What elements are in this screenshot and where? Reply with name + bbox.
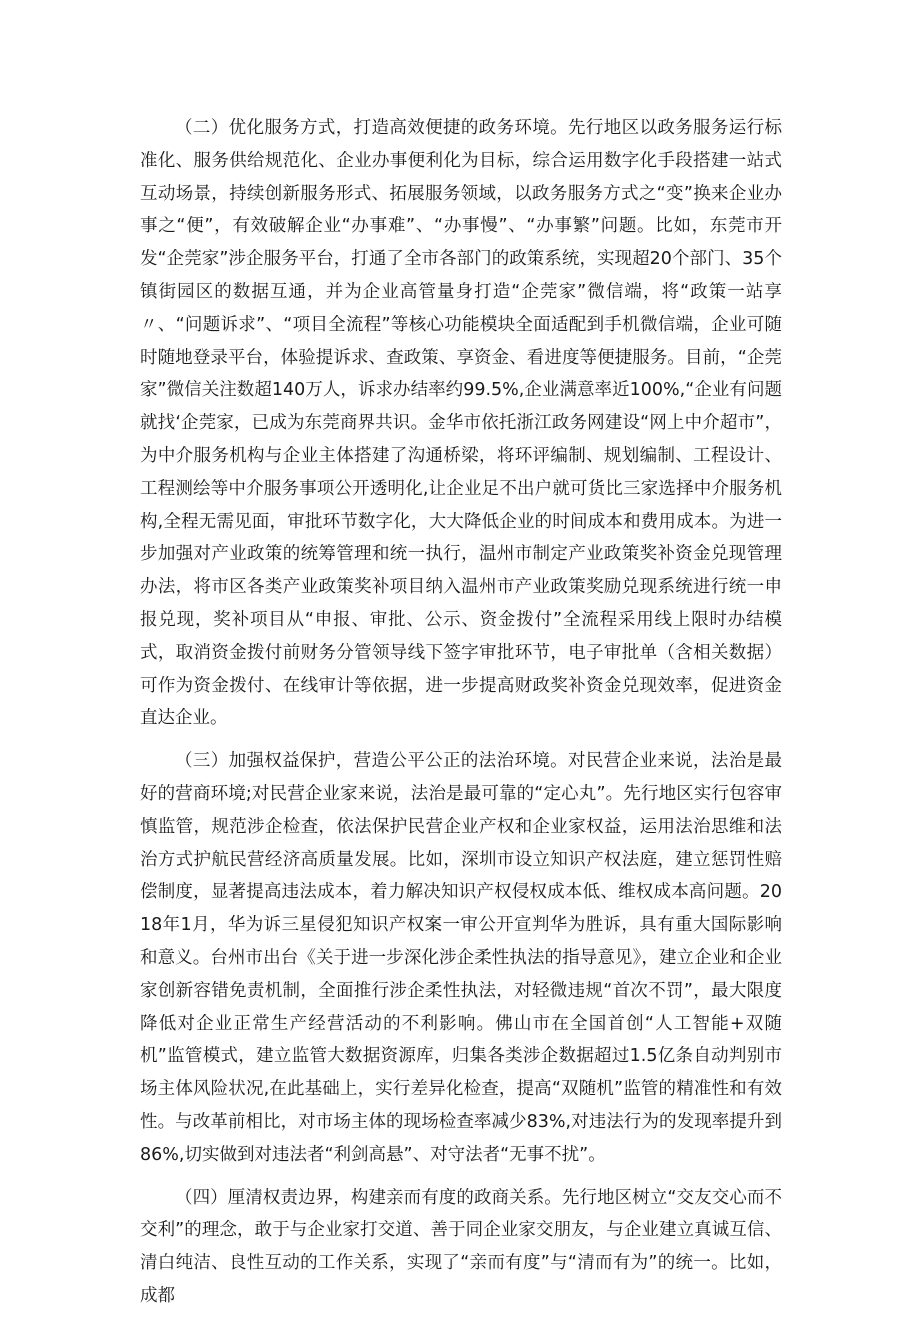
paragraph-legal-environment: （三）加强权益保护，营造公平公正的法治环境。对民营企业来说，法治是最好的营商环境;对民营企业家来说，法治是最可靠的“定心丸”。先行地区实行包容审慎监管，规范涉企检查，依法保护民营企业产权和企业家权益，运用法治思维和法治方式护航民营经济高质量发展。比如，深圳市设立知识产权法庭，建立惩罚性赔偿制度，显著提高违法成本，着力解决知识产权侵权成本低、维权成本高问题。2018年1月，华为诉三星侵犯知识产权案一审公开宣判华为胜诉，具有重大国际影响和意义。台州市出台《关于进一步深化涉企柔性执法的指导意见》，建立企业和企业家创新容错免责机制，全面推行涉企柔性执法，对轻微违规“首次不罚”，最大限度降低对企业正常生产经营活动的不利影响。佛山市在全国首创“人工智能+双随机”监管模式，建立监管大数据资源库，归集各类涉企数据超过1.5亿条自动判别市场主体风险状况,在此基础上，实行差异化检查，提高“双随机”监管的精准性和有效性。与改革前相比，对市场主体的现场检查率减少83%,对违法行为的发现率提升到86%,切实做到对违法者“利剑高悬”、对守法者“无事不扰”。 xyxy=(140,751,782,1165)
document-body xyxy=(140,112,782,1323)
paragraph-government-business-relations: （四）厘清权责边界，构建亲而有度的政商关系。先行地区树立“交友交心而不交利”的理念，敢于与企业家打交道、善于同企业家交朋友，与企业建立真诚互信、清白纯洁、良性互动的工作关系，实现了“亲而有度”与“清而有为”的统一。比如，成都 xyxy=(140,1187,782,1306)
paragraph-service-environment: （二）优化服务方式，打造高效便捷的政务环境。先行地区以政务服务运行标准化、服务供给规范化、企业办事便利化为目标，综合运用数字化手段搭建一站式互动场景，持续创新服务形式、拓展服务领域，以政务服务方式之“变”换来企业办事之“便”，有效破解企业“办事难”、“办事慢”、“办事繁”问题。比如，东莞市开发“企莞家”涉企服务平台，打通了全市各部门的政策系统，实现超20个部门、35个镇街园区的数据互通，并为企业高管量身打造“企莞家”微信端，将“政策一站享〃、“问题诉求”、“项目全流程”等核心功能模块全面适配到手机微信端，企业可随时随地登录平台，体验提诉求、查政策、享资金、看进度等便捷服务。目前，“企莞家”微信关注数超140万人，诉求办结率约99.5%,企业满意率近100%,“企业有问题就找‘企莞家，已成为东莞商界共识。金华市依托浙江政务网建设“网上中介超市”，为中介服务机构与企业主体搭建了沟通桥梁，将环评编制、规划编制、工程设计、工程测绘等中介服务事项公开透明化,让企业足不出户就可货比三家选择中介服务机构,全程无需见面，审批环节数字化，大大降低企业的时间成本和费用成本。为进一步加强对产业政策的统筹管理和统一执行，温州市制定产业政策奖补资金兑现管理办法，将市区各类产业政策奖补项目纳入温州市产业政策奖励兑现系统进行统一申报兑现，奖补项目从“申报、审批、公示、资金拨付”全流程采用线上限时办结模式，取消资金拨付前财务分管领导线下签字审批环节，电子审批单（含相关数据）可作为资金拨付、在线审计等依据，进一步提高财政奖补资金兑现效率，促进资金直达企业。 xyxy=(140,118,782,729)
